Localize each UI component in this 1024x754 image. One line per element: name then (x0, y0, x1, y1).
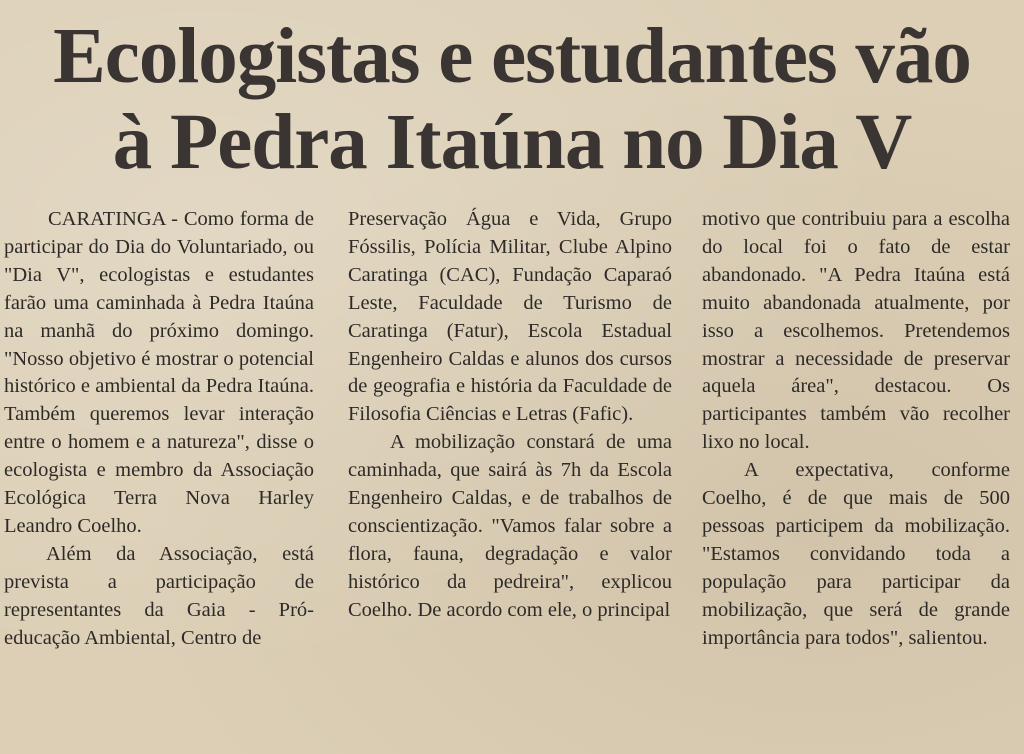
article-column-2 (348, 206, 672, 625)
column-1-paragraph-1: CARATINGA - Como forma de participar do Dia do Voluntariado, ou "Dia V", ecologistas e estudantes farão uma caminhada à Pedra Itaúna na manhã do próximo domingo. "Nosso objetivo é mostrar o potencial histórico e ambiental da Pedra Itaúna. Também queremos levar interação entre o homem e a natureza", disse o ecologista e membro da Associação Ecológica Terra Nova Harley Leandro Coelho. (4, 208, 314, 537)
article-column-3 (702, 206, 1010, 653)
article-column-1 (4, 206, 314, 653)
article-headline (0, 14, 1024, 186)
column-1-paragraph-2: Além da Associação, está prevista a participação de representantes da Gaia - Pró-educação Ambiental, Centro de (4, 542, 314, 649)
column-2-paragraph-2: A mobilização constará de uma caminhada, que sairá às 7h da Escola Engenheiro Caldas, e de trabalhos de conscientização. "Vamos falar sobre a flora, fauna, degradação e valor histórico da pedreira", explicou Coelho. De acordo com ele, o principal (348, 431, 672, 621)
headline-line-2: à Pedra Itaúna no Dia V (112, 99, 912, 186)
column-2-paragraph-1: Preservação Água e Vida, Grupo Fóssilis, Polícia Militar, Clube Alpino Caratinga (CAC), Fundação Caparaó Leste, Faculdade de Turismo de Caratinga (Fatur), Escola Estadual Engenheiro Caldas e alunos dos cursos de geografia e história da Faculdade de Filosofia Ciências e Letras (Fafic). (348, 208, 672, 426)
headline-line-1: Ecologistas e estudantes vão (53, 13, 971, 100)
column-3-paragraph-2: A expectativa, conforme Coelho, é de que mais de 500 pessoas participem da mobilização. "Estamos convidando toda a população para participar da mobilização, que será de grande importância para todos", salientou. (702, 459, 1010, 649)
column-3-paragraph-1: motivo que contribuiu para a escolha do local foi o fato de estar abandonado. "A Pedra Itaúna está muito abandonada atualmente, por isso a escolhemos. Pretendemos mostrar a necessidade de preservar aquela área", destacou. Os participantes também vão recolher lixo no local. (702, 208, 1010, 454)
